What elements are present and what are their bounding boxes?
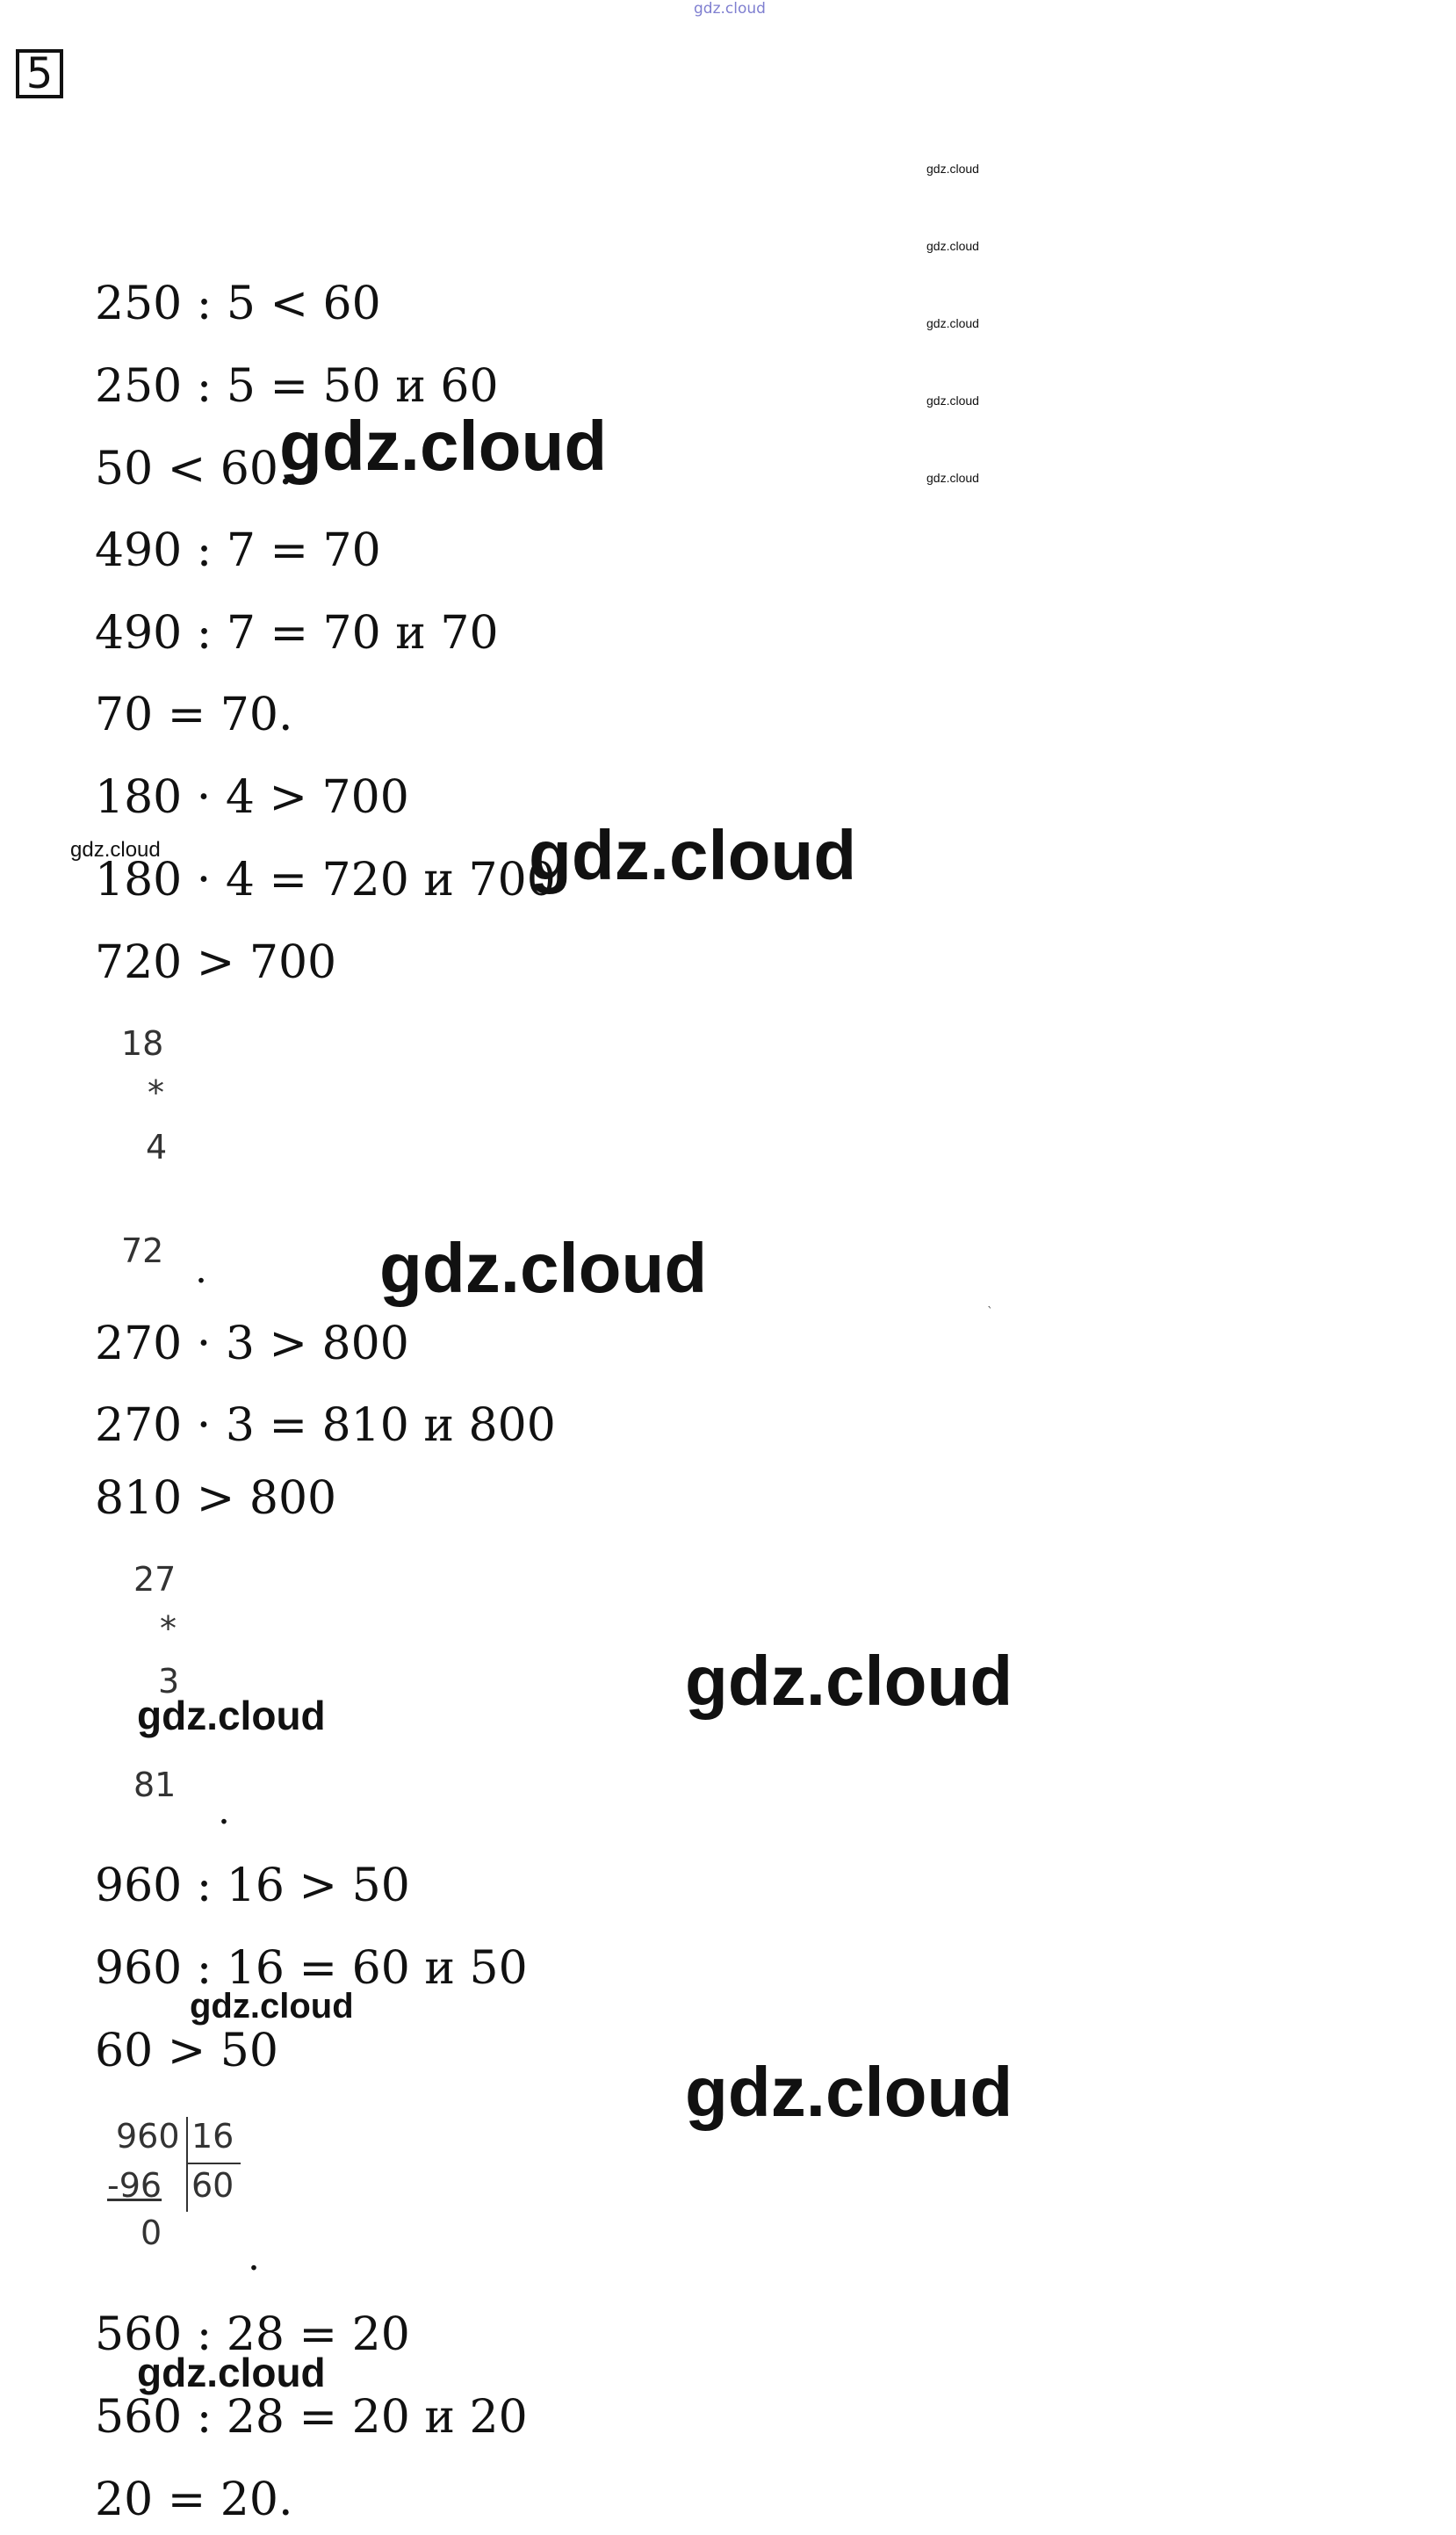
watermark-top: gdz.cloud xyxy=(694,0,766,18)
division-dividend: 960 xyxy=(116,2117,180,2156)
watermark-large: gdz.cloud xyxy=(685,1642,1013,1720)
division-divisor: 16 xyxy=(191,2117,234,2156)
watermark-medium: gdz.cloud xyxy=(137,2350,326,2395)
math-line: 270 · 3 = 810 и 800 xyxy=(95,1399,556,1452)
calc-operator: * xyxy=(160,1609,177,1648)
watermark-tiny: gdz.cloud xyxy=(926,239,979,253)
division-dot: . xyxy=(248,2235,260,2279)
division-subtract: -96 xyxy=(107,2166,162,2205)
math-line: 490 : 7 = 70 и 70 xyxy=(95,607,499,660)
calc-dot: . xyxy=(218,1788,230,1833)
math-line: 250 : 5 = 50 и 60 xyxy=(95,360,499,413)
calc-operand: 27 xyxy=(133,1560,177,1599)
watermark-tiny: gdz.cloud xyxy=(926,471,979,485)
calc-operand: 3 xyxy=(158,1662,180,1701)
calc-result: 72 xyxy=(121,1231,164,1270)
watermark-small: gdz.cloud xyxy=(70,838,161,862)
watermark-small: gdz.cloud xyxy=(190,1987,354,2026)
math-line: 960 : 16 = 60 и 50 xyxy=(95,1942,528,1995)
watermark-large: gdz.cloud xyxy=(379,1229,708,1307)
division-horizontal-line xyxy=(186,2163,241,2164)
watermark-tiny: gdz.cloud xyxy=(926,162,979,176)
division-remainder: 0 xyxy=(141,2214,162,2252)
math-line: 50 < 60. xyxy=(95,443,293,495)
watermark-tiny: gdz.cloud xyxy=(926,316,979,330)
division-vertical-line xyxy=(186,2117,188,2212)
task-number-box: 5 xyxy=(16,49,63,98)
watermark-large: gdz.cloud xyxy=(529,816,857,894)
math-line: 560 : 28 = 20 xyxy=(95,2308,410,2361)
calc-operand: 4 xyxy=(146,1128,168,1166)
calc-operand: 18 xyxy=(121,1024,164,1063)
math-line: 180 · 4 = 720 и 700 xyxy=(95,854,556,906)
watermark-large: gdz.cloud xyxy=(279,407,608,485)
math-line: 20 = 20. xyxy=(95,2474,293,2526)
watermark-medium: gdz.cloud xyxy=(137,1693,326,1738)
math-line: 810 > 800 xyxy=(95,1472,337,1525)
calc-operator: * xyxy=(148,1073,164,1112)
calc-dot: . xyxy=(195,1247,207,1292)
math-line: 70 = 70. xyxy=(95,689,293,741)
calc-result: 81 xyxy=(133,1766,177,1804)
math-line: 250 : 5 < 60 xyxy=(95,278,381,330)
math-line: 270 · 3 > 800 xyxy=(95,1318,409,1370)
math-line: 720 > 700 xyxy=(95,936,337,989)
watermark-tiny: gdz.cloud xyxy=(926,394,979,408)
math-line: 180 · 4 > 700 xyxy=(95,771,409,824)
division-quotient: 60 xyxy=(191,2166,234,2205)
watermark-large: gdz.cloud xyxy=(685,2053,1013,2131)
math-line: 560 : 28 = 20 и 20 xyxy=(95,2391,528,2444)
math-line: 960 : 16 > 50 xyxy=(95,1860,410,1912)
math-line: 490 : 7 = 70 xyxy=(95,524,381,577)
math-line: 60 > 50 xyxy=(95,2025,278,2077)
stray-mark: ` xyxy=(987,1305,993,1319)
